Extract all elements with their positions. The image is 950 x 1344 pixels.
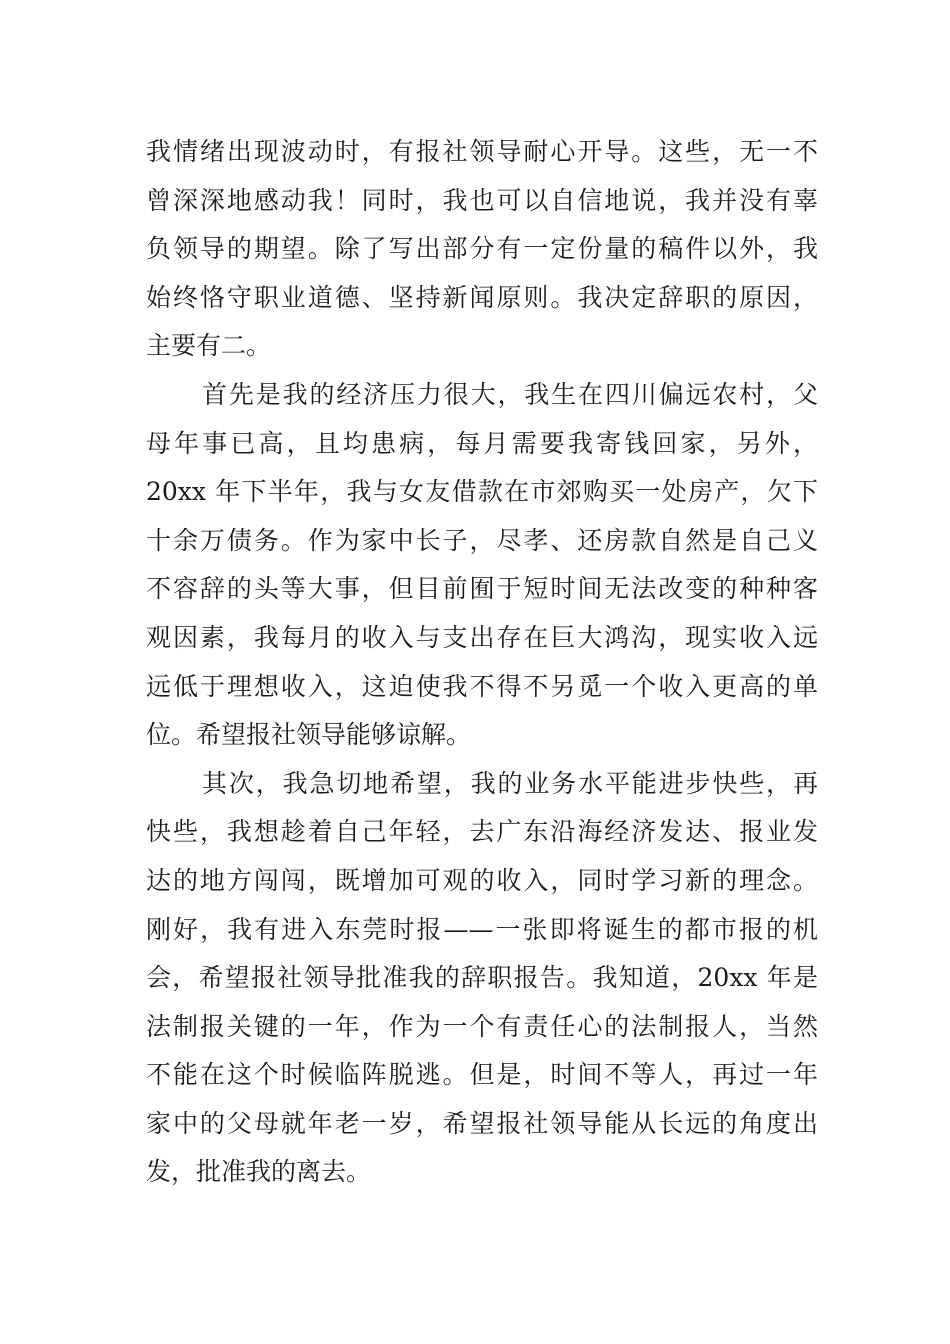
text-line: 达的地方闯闯，既增加可观的收入，同时学习新的理念。	[146, 865, 818, 895]
text-line: 不能在这个时候临阵脱逃。但是，时间不等人，再过一年	[146, 1060, 818, 1090]
text-line: 主要有二。	[146, 331, 272, 361]
text-line: 家中的父母就年老一岁，希望报社领导能从长远的角度出	[146, 1108, 818, 1138]
text-line: 快些，我想趁着自己年轻，去广东沿海经济发达、报业发	[146, 817, 818, 847]
text-line: 法制报关键的一年，作为一个有责任心的法制报人，当然	[146, 1011, 818, 1041]
text-line: 负领导的期望。除了写出部分有一定份量的稿件以外，我	[146, 234, 818, 264]
text-line: 曾深深地感动我！同时，我也可以自信地说，我并没有辜	[146, 185, 818, 215]
text-line: 我情绪出现波动时，有报社领导耐心开导。这些，无一不	[146, 137, 818, 166]
text-line: 不容辞的头等大事，但目前囿于短时间无法改变的种种客	[146, 574, 818, 604]
document-body	[146, 128, 818, 1197]
paragraph-first-line: 其次，我急切地希望，我的业务水平能进步快些，再	[202, 768, 818, 798]
text-line: 远低于理想收入，这迫使我不得不另觅一个收入更高的单	[146, 671, 818, 701]
text-line: 刚好，我有进入东莞时报——一张即将诞生的都市报的机	[146, 914, 818, 944]
paragraph-first-line: 首先是我的经济压力很大，我生在四川偏远农村，父	[202, 379, 818, 409]
text-line: 观因素，我每月的收入与支出存在巨大鸿沟，现实收入远	[146, 622, 818, 652]
text-line: 20xx 年下半年，我与女友借款在市郊购买一处房产，欠下	[146, 477, 818, 507]
text-line: 会，希望报社领导批准我的辞职报告。我知道，20xx 年是	[146, 963, 818, 993]
text-line: 始终恪守职业道德、坚持新闻原则。我决定辞职的原因，	[146, 282, 818, 312]
text-line: 十余万债务。作为家中长子，尽孝、还房款自然是自己义	[146, 525, 818, 555]
text-line: 发，批准我的离去。	[146, 1157, 372, 1187]
text-line: 母年事已高，且均患病，每月需要我寄钱回家，另外，	[146, 428, 818, 458]
text-line: 位。希望报社领导能够谅解。	[146, 720, 472, 750]
